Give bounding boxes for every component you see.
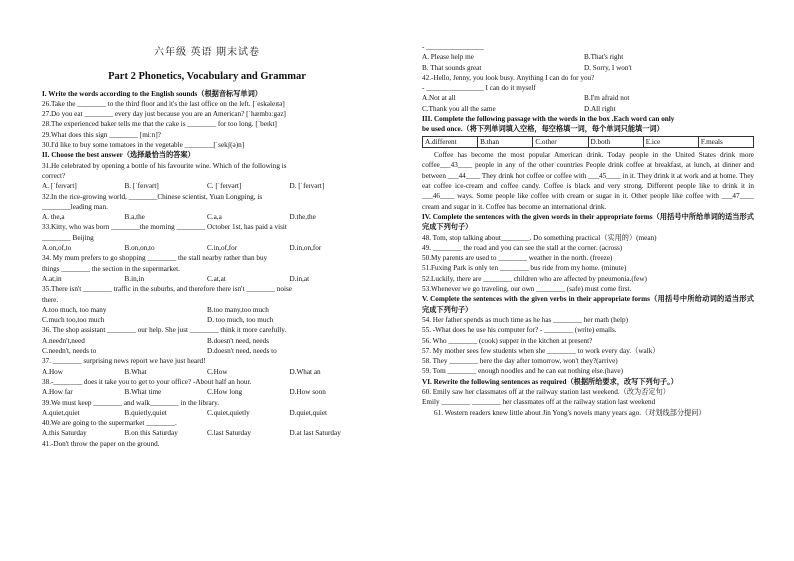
question-line: - ________________ xyxy=(422,43,484,51)
question-line: 38.-________ does it take you to get to your office? -About half an hour. xyxy=(42,377,252,386)
answer-options xyxy=(42,305,372,315)
question-line: 53.Whenever we go traveling, our own ________ (safe) must come first. xyxy=(422,285,632,294)
question-line: 28.The experienced baker tells me that the cake is ________ for too long. [ˈbeɪkt] xyxy=(42,120,277,129)
answer-option: A. Please help me xyxy=(422,53,474,62)
question-line: 26.Take the ________ to the third floor and it's the last office on the left. [ˈeskəleɪtə] xyxy=(42,99,285,108)
answer-option: A.too much, too many xyxy=(42,305,107,314)
question-line: 29.What does this sign ________ [miːn]? xyxy=(42,130,161,139)
answer-options xyxy=(422,93,754,103)
answer-option: C.much too,too much xyxy=(42,316,105,325)
answer-option: A.How far xyxy=(42,388,73,397)
answer-option: B.What time xyxy=(124,388,162,397)
section-heading: V. Complete the sentences with the given verbs in their appropriate forms（用括号中所给动词的适当形式完成下列句子） xyxy=(422,295,754,314)
answer-option: C.How xyxy=(207,367,228,376)
answer-option: D.All right xyxy=(584,104,616,113)
question-line: 61. Western readers knew little about Jin Yong's novels many years ago.（对划线部分提问） xyxy=(434,408,706,417)
question-line: 40.We are going to the supermarket ________. xyxy=(42,419,177,428)
section-heading: I. Write the words according to the English sounds（根据音标写单词） xyxy=(42,89,262,98)
answer-option: A.on,of,to xyxy=(42,244,72,253)
answer-option: B.too many,too much xyxy=(207,305,269,314)
question-line: 49. ________ the road and you can see the stall at the corner. (across) xyxy=(422,243,623,252)
answer-option: B. That sounds great xyxy=(422,63,482,72)
answer-option: D.at last Saturday xyxy=(289,429,341,438)
answer-option: A. [ˈfeɪvərt] xyxy=(42,182,77,191)
section-heading: VI. Rewrite the following sentences as required（根据所给要求，改写下列句子。） xyxy=(422,377,678,386)
answer-option: D.How soon xyxy=(289,388,326,397)
answer-option: B.a,the xyxy=(124,213,145,222)
word-box-item: A.different xyxy=(423,137,478,148)
question-line: 51.Fuxing Park is only ten ________ bus ride from my home. (minute) xyxy=(422,264,627,273)
right-column xyxy=(422,42,754,418)
question-line: ________ Beijing xyxy=(42,233,94,242)
word-box-item: D.both xyxy=(589,137,644,148)
answer-option: A.at,in xyxy=(42,274,62,283)
question-line: 34. My mum prefers to go shopping ________ the stall nearby rather than buy xyxy=(42,254,268,263)
question-line: there. xyxy=(42,295,59,304)
question-line: - ________________ I can do it myself xyxy=(422,84,536,93)
answer-option: C.How long xyxy=(207,388,243,397)
question-line: 52.Luckily, there are ________ children who are affected by pneumonia.(few) xyxy=(422,274,647,283)
answer-option: D.quiet,quiet xyxy=(289,408,328,417)
answer-option: B.What xyxy=(124,367,147,376)
answer-options xyxy=(42,274,372,284)
answer-option: D.What an xyxy=(289,367,321,376)
answer-options xyxy=(42,408,372,418)
question-line: 54. Her father spends as much time as he has ________ her math (help) xyxy=(422,315,628,324)
question-line: Emily ________ ________ her classmates off at the railway station last weekend xyxy=(422,398,656,407)
answer-option: B. [ˈfeɪvərt] xyxy=(124,182,159,191)
question-line: 27.Do you eat ________ every day just because you are an American? [ˈhæmbɜːgəz] xyxy=(42,110,286,119)
answer-options xyxy=(42,212,372,222)
answer-option: A.needn't,need xyxy=(42,336,85,345)
answer-options xyxy=(42,387,372,397)
question-line: 57. My mother sees few students when she ________ to work every day.（walk） xyxy=(422,346,660,355)
question-line: 35.There isn't ________ traffic in the suburbs, and therefore there isn't ________ noise xyxy=(42,285,292,294)
question-line: 37. ________ surprising news report we have just heard! xyxy=(42,357,206,366)
answer-option: B.in,in xyxy=(124,274,145,283)
right-column-body xyxy=(422,42,754,418)
answer-options xyxy=(42,243,372,253)
answer-option: D.in,at xyxy=(289,274,310,283)
question-line: 56. Who ________ (cook) supper in the kitchen at present? xyxy=(422,336,593,345)
answer-option: B.on this Saturday xyxy=(124,429,178,438)
answer-option: D.the,the xyxy=(289,213,316,222)
answer-option: D.in,on,for xyxy=(289,244,322,253)
question-line: correct? xyxy=(42,171,66,180)
answer-option: A.quiet,quiet xyxy=(42,408,80,417)
part-heading: Part 2 Phonetics, Vocabulary and Grammar xyxy=(108,71,306,83)
question-line: 60. Emily saw her classmates off at the railway station last weekend.（改为否定句） xyxy=(422,388,670,396)
answer-options xyxy=(42,181,372,191)
left-column-body xyxy=(42,89,372,449)
exam-title: 六年级 英语 期末试卷 xyxy=(154,47,260,58)
question-line: 58. They ________ here the day after tomorrow, won't they?(arrive) xyxy=(422,357,618,366)
question-line: 31.He celebrated by opening a bottle of his favourite wine. Which of the following is xyxy=(42,161,287,170)
question-line: Coffee has become the most popular American drink. Today people in the United States drink more coffee___43____ people in any of the other countries People drink coffee at breakfast, at lunch, at dinner and between ___44____ They drink hot coffee or coffee with ___45____ in it. They drink it at work and at home. They eat coffee ice-cream and coffee candy. Coffee is black and very strong. Different people like to drink it in ___46____ ways. Some people like coffee with cream or sugar in it. Other people like coffee with ___47____ cream and sugar in it. Coffee has become an international drink. xyxy=(422,151,754,211)
question-line: 48. Tom, stop talking about________. Do something practical（实用的）(mean) xyxy=(422,233,657,242)
word-box-item: C.other xyxy=(533,137,588,148)
section-heading: II. Choose the best answer（选择最恰当的答案） xyxy=(42,151,195,160)
answer-option: C.last Saturday xyxy=(207,429,251,438)
answer-option: C.quiet,quietly xyxy=(207,408,250,417)
section-heading: be used once.（将下列单词填入空格，每空格填一词，每个单词只能填一词） xyxy=(422,125,664,134)
answer-options xyxy=(42,315,372,325)
word-box-item: B.than xyxy=(478,137,533,148)
question-line: 42.-Hello, Jenny, you look busy. Anything I can do for you? xyxy=(422,73,595,82)
answer-option: B.on,on,to xyxy=(124,244,155,253)
answer-options xyxy=(42,367,372,377)
answer-option: C. [ˈfeɪvərt] xyxy=(207,182,242,191)
answer-option: C.at,at xyxy=(207,274,226,283)
question-line: 41.-Don't throw the paper on the ground. xyxy=(42,439,160,448)
question-line: 59. Tom ________ enough noodles and he can eat nothing else.(have) xyxy=(422,367,623,376)
question-line: 32.In the rice-growing world, ________Chinese scientist, Yuan Longping, is xyxy=(42,192,263,201)
answer-option: D. Sorry, I won't xyxy=(584,63,632,72)
answer-options xyxy=(422,52,754,62)
word-box-item: E.ice xyxy=(644,137,699,148)
answer-option: D. too much, too much xyxy=(207,316,274,325)
word-box-item: F.meals xyxy=(700,137,723,146)
section-heading: IV. Complete the sentences with the given words in their appropriate forms（用括号中所给单词的适当形式完成下列句子） xyxy=(422,212,754,232)
answer-option: A.this Saturday xyxy=(42,429,87,438)
answer-option: C.a,a xyxy=(207,213,222,222)
answer-options xyxy=(42,428,372,438)
answer-option: B.I'm afraid not xyxy=(584,94,630,103)
word-box xyxy=(422,136,754,149)
question-line: 39.We must keep ________ and walk________ in the library. xyxy=(42,398,220,407)
question-line: things ________ the section in the supermarket. xyxy=(42,264,180,273)
section-heading: III. Complete the following passage with the words in the box .Each word can only xyxy=(422,115,675,124)
answer-option: D.doesn't need, needs to xyxy=(207,347,277,356)
answer-option: C.needn't, needs to xyxy=(42,347,97,356)
question-line: ________leading man. xyxy=(42,202,108,211)
answer-options xyxy=(422,104,754,114)
answer-option: C.Thank you all the same xyxy=(422,104,496,113)
answer-option: B.quietly,quiet xyxy=(124,408,167,417)
question-line: 36. The shop assistant ________ our help. She just ________ think it more carefully. xyxy=(42,326,287,335)
answer-option: B.That's right xyxy=(584,53,624,62)
answer-option: A.Not at all xyxy=(422,94,456,103)
question-line: 55. -What does he use his computer for? - ________ (write) emails. xyxy=(422,326,617,335)
answer-options xyxy=(42,336,372,346)
answer-options xyxy=(422,63,754,73)
question-line: 33.Kitty, who was born ________the morning ________ October 1st, has paid a visit xyxy=(42,223,287,232)
answer-option: D. [ˈfeɪvərt] xyxy=(289,182,325,191)
question-line: 30.I'd like to buy some tomatoes in the vegetable ________[ˈsekʃ(ə)n] xyxy=(42,141,245,150)
answer-option: A.How xyxy=(42,367,63,376)
answer-option: B.doesn't need, needs xyxy=(207,336,269,345)
answer-options xyxy=(42,346,372,356)
left-column xyxy=(42,48,372,449)
answer-option: C.in,of,for xyxy=(207,244,238,253)
question-line: 50.My parents are used to ________ weather in the north. (freeze) xyxy=(422,254,613,263)
answer-option: A. the,a xyxy=(42,213,65,222)
